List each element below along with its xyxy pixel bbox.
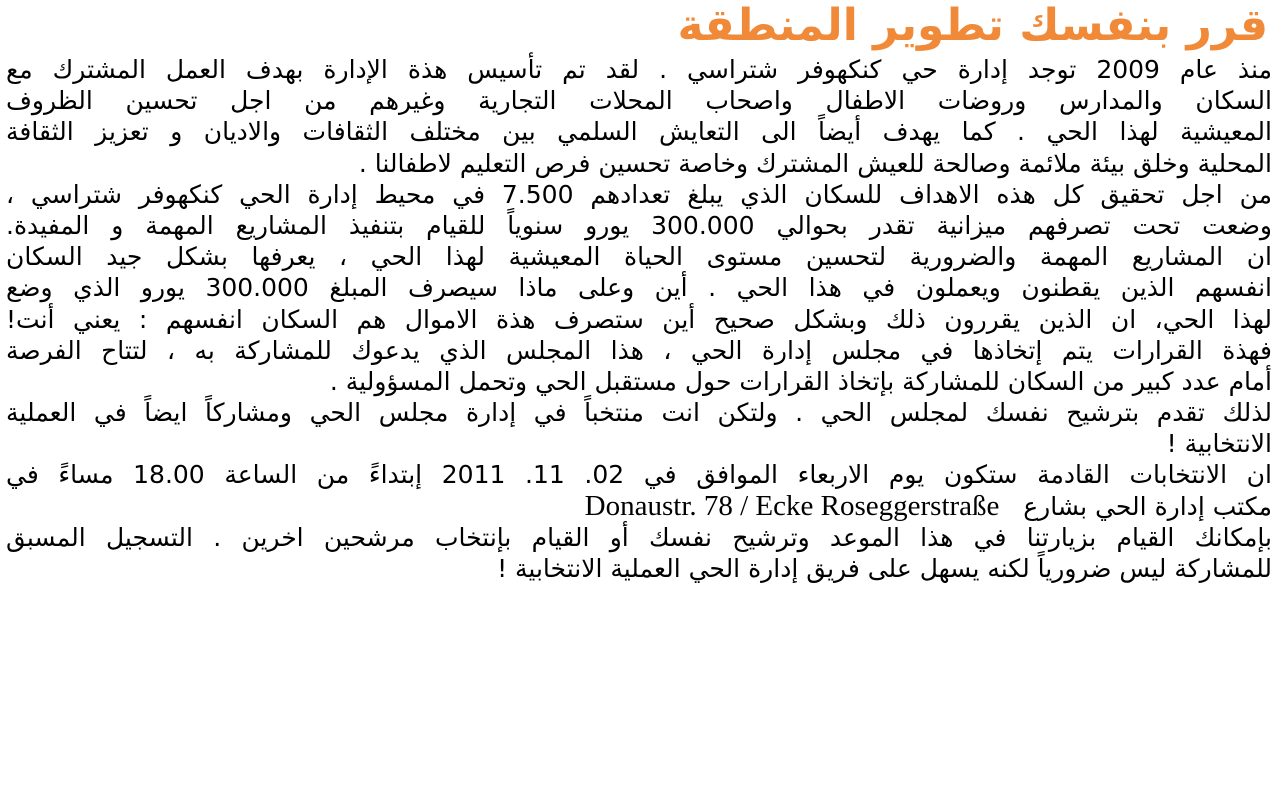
- paragraph-line: انفسهم الذين يقطنون ويعملون في هذا الحي . أين وعلى ماذا سيصرف المبلغ 300.000 يورو الذي وضع: [6, 273, 1273, 303]
- paragraph-line: منذ عام 2009 توجد إدارة حي كنكهوفر شتراسي . لقد تم تأسيس هذة الإدارة بهدف العمل المشترك مع: [6, 55, 1272, 84]
- paragraph-line: المحلية وخلق بيئة ملائمة وصالحة للعيش المشترك وخاصة تحسين فرص التعليم لاطفالنا .: [358, 148, 1272, 178]
- paragraph-line: أمام عدد كبير من السكان للمشاركة بإتخاذ القرارات حول مستقبل الحي وتحمل المسؤولية .: [329, 366, 1272, 396]
- address-arabic: مكتب إدارة الحي بشارع: [1023, 491, 1272, 521]
- paragraph-line: بإمكانك القيام بزيارتنا في هذا الموعد وترشيح نفسك أو القيام بإنتخاب مرشحين اخرين . التسجيل المسبق: [6, 522, 1272, 552]
- body-text: [6, 54, 1272, 584]
- paragraph-line: السكان والمدارس وروضات الاطفال واصحاب المحلات التجارية وغيرهم من اجل تحسين الظروف: [6, 86, 1272, 116]
- paragraph-line: المعيشية لهذا الحي . كما يهدف أيضاً الى التعايش السلمي بين مختلف الثقافات والاديان و تعزيز الثقافة: [6, 117, 1272, 147]
- paragraph-line: الانتخابية !: [1166, 429, 1272, 459]
- paragraph-line: فهذة القرارات يتم إتخاذها في مجلس إدارة الحي ، هذا المجلس الذي يدعوك للمشاركة به ، لتتاح الفرصة: [6, 335, 1272, 365]
- paragraph-line: للمشاركة ليس ضرورياً لكنه يسهل على فريق إدارة الحي العملية الانتخابية !: [497, 554, 1272, 583]
- address-line: [6, 491, 1272, 522]
- paragraph-line: ان المشاريع المهمة والضرورية لتحسين مستوى الحياة المعيشية لهذا الحي ، يعرفها بشكل جيد السكان: [6, 242, 1272, 272]
- paragraph-line: وضعت تحت تصرفهم ميزانية تقدر بحوالي 300.000 يورو سنوياً للقيام بتنفيذ المشاريع المهمة و المفيدة.: [6, 210, 1272, 240]
- paragraph-line: لهذا الحي، ان الذين يقررون ذلك وبشكل صحيح أين ستصرف هذة الاموال هم السكان انفسهم : يعني أنت!: [6, 304, 1272, 334]
- page-title: قرر بنفسك تطوير المنطقة: [677, 0, 1268, 51]
- address-street: Donaustr. 78 / Ecke Roseggerstraße: [584, 489, 1000, 522]
- paragraph-line: لذلك تقدم بترشيح نفسك لمجلس الحي . ولتكن انت منتخباً في إدارة مجلس الحي ومشاركاً ايضاً في العملية: [6, 398, 1272, 428]
- paragraph-line: ان الانتخابات القادمة ستكون يوم الاربعاء الموافق في 02. 11. 2011 إبتداءً من الساعة 18.00 مساءً في: [6, 460, 1272, 490]
- paragraph-line: من اجل تحقيق كل هذه الاهداف للسكان الذي يبلغ تعدادهم 7.500 في محيط إدارة الحي كنكهوفر شتراسي ،: [6, 179, 1272, 209]
